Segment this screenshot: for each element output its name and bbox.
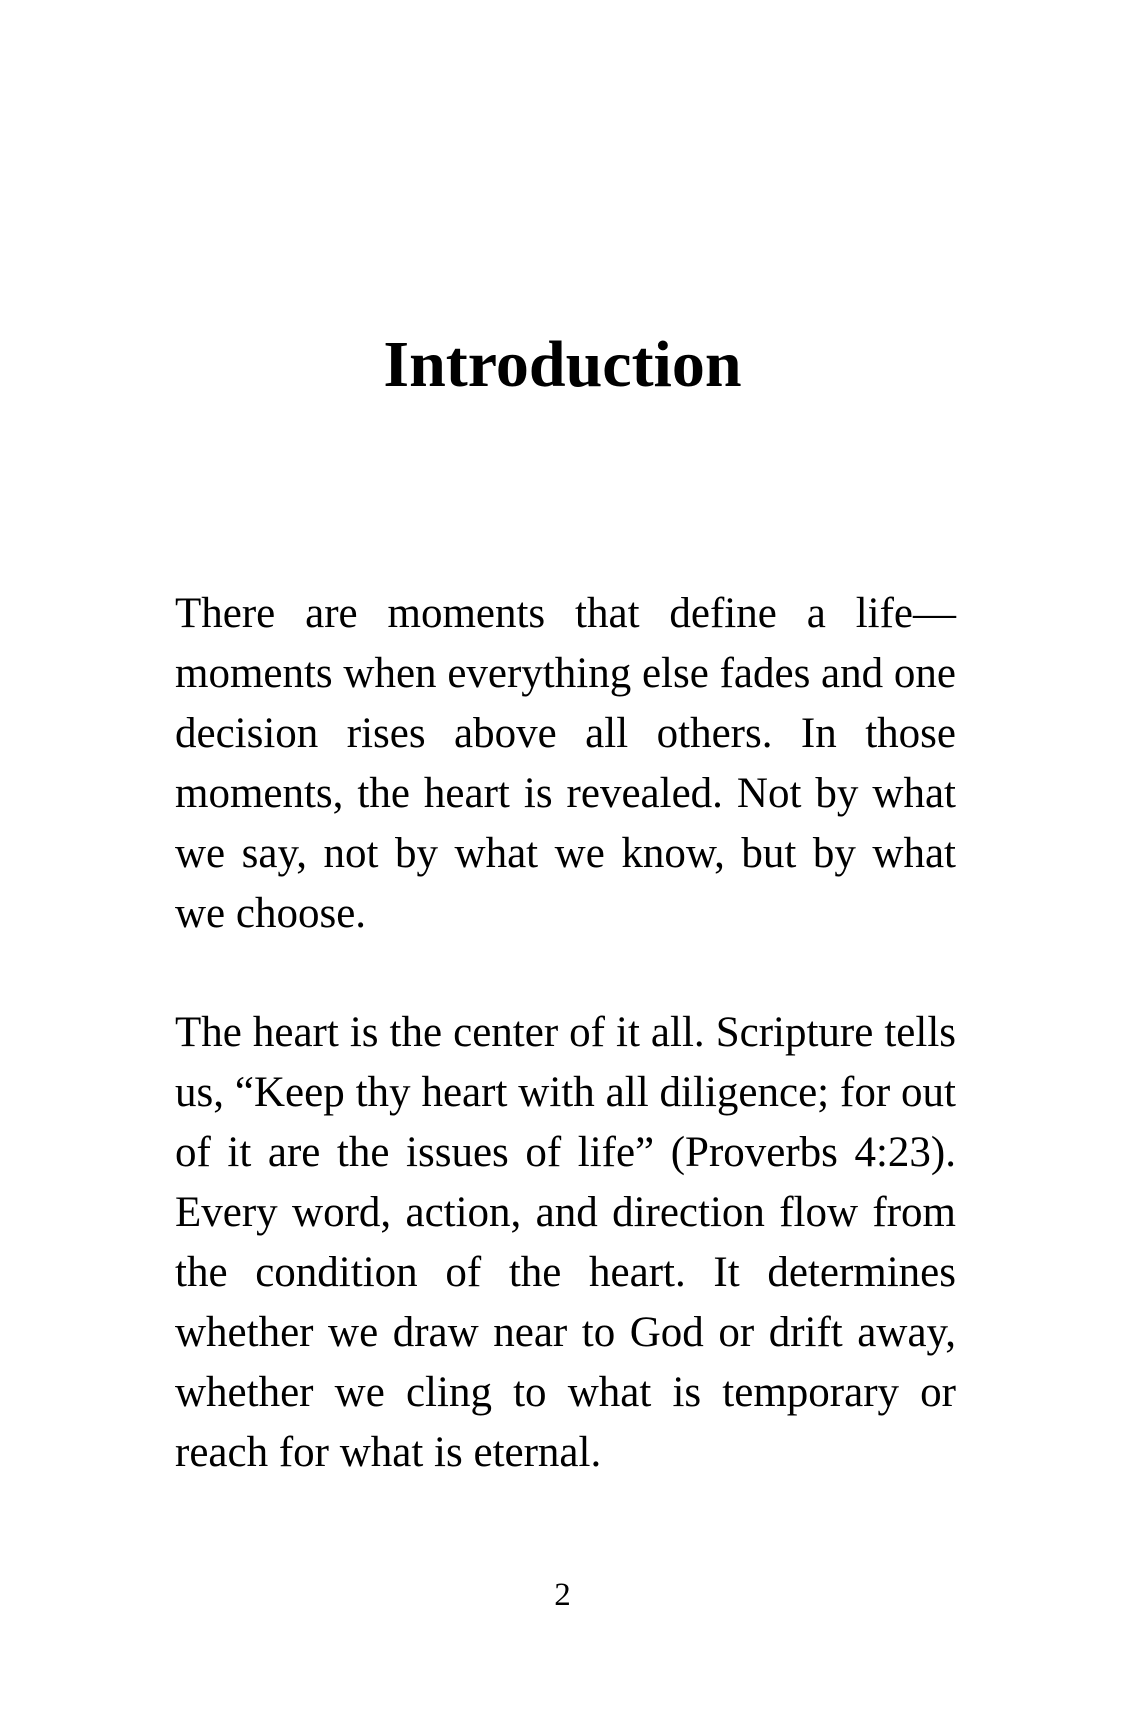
page-number: 2 [554,1577,571,1613]
chapter-title: Introduction [383,328,742,401]
paragraph-2: The heart is the center of it all. Scripture tells us, “Keep thy heart with all diligence; for out of it are the issues of life” (Proverbs 4:23). Every word, action, and direction flow from the condition of the heart. It determines whether we draw near to God or drift away, whether we cling to what is temporary or reach for what is eternal. [175,1009,956,1476]
chapter-body [175,584,956,1542]
paragraph-1: There are moments that define a life—moments when everything else fades and one decision rises above all others. In those moments, the heart is revealed. Not by what we say, not by what we know, but by what we choose. [175,590,956,937]
